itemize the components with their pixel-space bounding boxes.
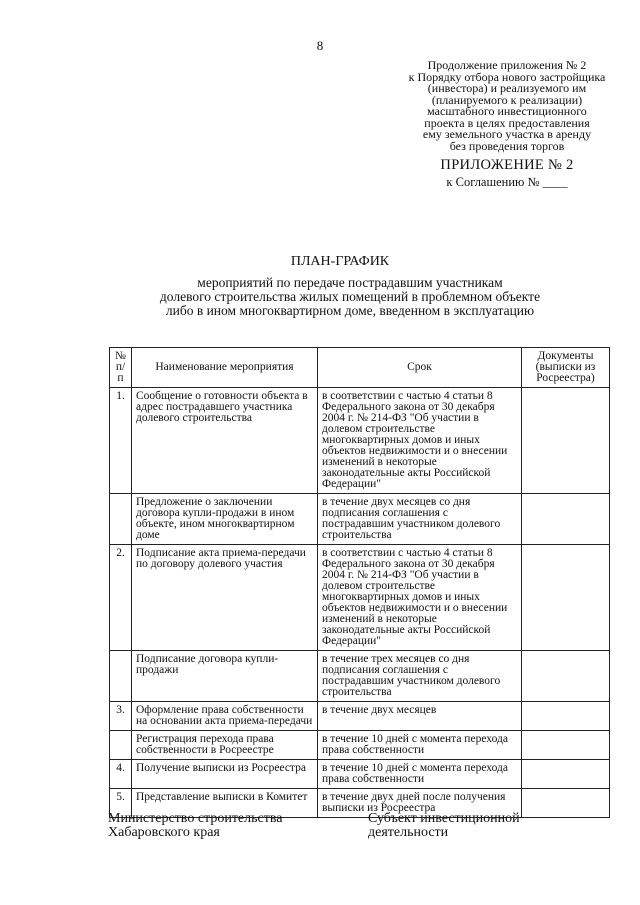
header-num: № п/п xyxy=(110,348,132,388)
row-name: Регистрация перехода права собственности в Росреестре xyxy=(132,731,318,760)
table-row xyxy=(110,388,610,494)
table-row xyxy=(110,545,610,651)
row-num: 3. xyxy=(110,702,132,731)
signature-ministry xyxy=(108,812,328,839)
row-num xyxy=(110,731,132,760)
table-header-row xyxy=(110,348,610,388)
signature-line: Хабаровского края xyxy=(108,824,220,840)
row-name: Оформление права собственности на основании акта приема-передачи xyxy=(132,702,318,731)
plan-subtitle xyxy=(120,276,580,318)
row-name: Подписание акта приема-передачи по договору долевого участия xyxy=(132,545,318,651)
row-name: Подписание договора купли-продажи xyxy=(132,651,318,702)
row-term: в течение двух дней после получения выписки из Росреестра xyxy=(318,789,522,818)
schedule-table xyxy=(109,347,610,818)
header-docs: Документы (выписки из Росреестра) xyxy=(522,348,610,388)
signature-line: Субъект инвестиционной xyxy=(368,811,520,826)
plan-subtitle-line: мероприятий по передаче пострадавшим участникам xyxy=(197,275,503,290)
row-docs xyxy=(522,702,610,731)
signature-line: Министерство строительства xyxy=(108,811,283,826)
row-num: 1. xyxy=(110,388,132,494)
header-name: Наименование мероприятия xyxy=(132,348,318,388)
table-row xyxy=(110,651,610,702)
row-num: 2. xyxy=(110,545,132,651)
row-docs xyxy=(522,731,610,760)
header-line: к Порядку отбора нового застройщика xyxy=(408,69,606,84)
row-num: 4. xyxy=(110,760,132,789)
plan-title: ПЛАН-ГРАФИК xyxy=(290,254,390,269)
row-docs xyxy=(522,760,610,789)
row-term: в течение 10 дней с момента перехода права собственности xyxy=(318,760,522,789)
row-term: в течение двух месяцев xyxy=(318,702,522,731)
header-line: масштабного инвестиционного xyxy=(427,104,587,118)
header-line: ему земельного участка в аренду xyxy=(422,127,592,141)
row-docs xyxy=(522,494,610,545)
plan-subtitle-line: долевого строительства жилых помещений в проблемном объекте xyxy=(159,289,541,304)
row-term: в течение трех месяцев со дня подписания соглашения с пострадавшим участником долевого строительства xyxy=(318,651,522,702)
row-term: в соответствии с частью 4 статьи 8 Федерального закона от 30 декабря 2004 г. № 214-ФЗ "Об участии в долевом строительстве многоквартирных домов и иных объектов недвижимости и о внесении изменений в некоторые законодательные акты Российской Федерации" xyxy=(318,545,522,651)
row-name: Сообщение о готовности объекта в адрес пострадавшего участника долевого строительства xyxy=(132,388,318,494)
appendix-agreement-ref: к Соглашению № ____ xyxy=(446,175,568,189)
header-line: проекта в целях предоставления xyxy=(424,115,590,130)
row-name: Предложение о заключении договора купли-продажи в ином объекте, ином многоквартирном доме xyxy=(132,494,318,545)
plan-subtitle-line: либо в ином многоквартирном доме, введенном в эксплуатацию xyxy=(165,303,535,318)
page-number: 8 xyxy=(316,38,324,53)
row-term: в течение 10 дней с момента перехода права собственности xyxy=(318,731,522,760)
row-num xyxy=(110,651,132,702)
header-line: (инвестора) и реализуемого им xyxy=(427,81,587,95)
header-line: (планируемого к реализации) xyxy=(431,92,583,107)
appendix-title: ПРИЛОЖЕНИЕ № 2 xyxy=(440,157,574,173)
header-line: Продолжение приложения № 2 xyxy=(427,58,587,72)
table-row xyxy=(110,494,610,545)
row-docs xyxy=(522,651,610,702)
row-name: Представление выписки в Комитет xyxy=(132,789,318,818)
header-term: Срок xyxy=(318,348,522,388)
row-term: в течение двух месяцев со дня подписания соглашения с пострадавшим участником долевого строительства xyxy=(318,494,522,545)
header-line: без проведения торгов xyxy=(449,138,565,153)
row-num xyxy=(110,494,132,545)
row-name: Получение выписки из Росреестра xyxy=(132,760,318,789)
row-num: 5. xyxy=(110,789,132,818)
signature-investor xyxy=(368,812,588,839)
row-docs xyxy=(522,388,610,494)
row-term: в соответствии с частью 4 статьи 8 Федерального закона от 30 декабря 2004 г. № 214-ФЗ "Об участии в долевом строительстве многоквартирных домов и иных объектов недвижимости и о внесении изменений в некоторые законодательные акты Российской Федерации" xyxy=(318,388,522,494)
table-row xyxy=(110,702,610,731)
row-docs xyxy=(522,545,610,651)
table-row xyxy=(110,760,610,789)
appendix-continuation-header xyxy=(392,60,622,152)
signature-line: деятельности xyxy=(368,824,449,840)
table-row xyxy=(110,731,610,760)
